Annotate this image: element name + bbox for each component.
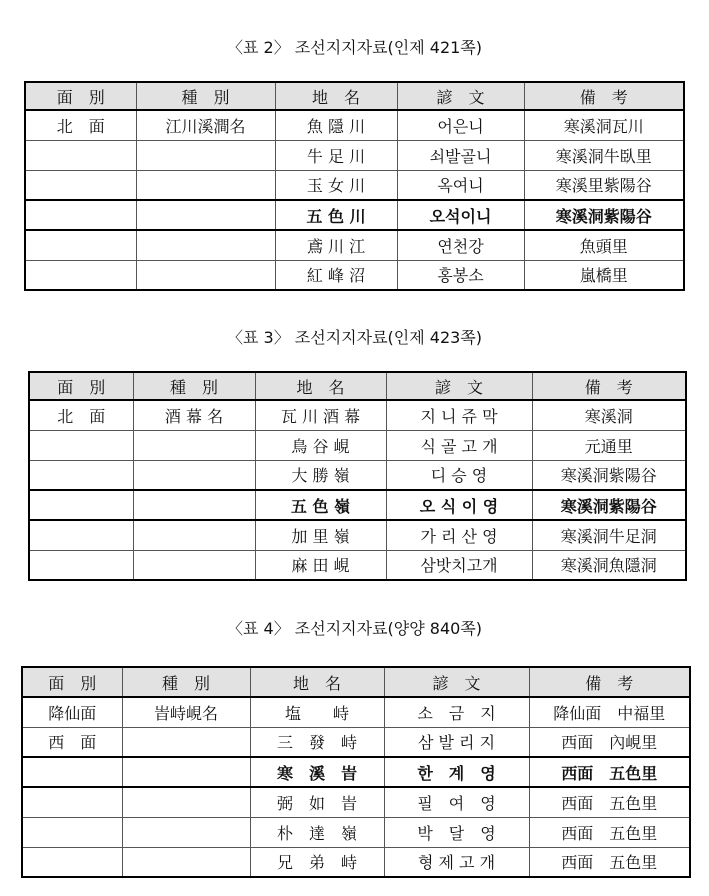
header-cell: 諺 文 (386, 372, 532, 400)
cell (136, 230, 275, 260)
cell: 三 發 峙 (250, 727, 384, 757)
cell: 西面 五色里 (529, 817, 690, 847)
cell: 寒溪里紫陽谷 (524, 170, 684, 200)
header-cell: 種 別 (122, 667, 250, 697)
table-row (25, 260, 684, 290)
header-cell: 備 考 (524, 82, 684, 110)
cell: 西面 五色里 (529, 757, 690, 787)
cell: 玉 女 川 (275, 170, 397, 200)
cell: 塩 峙 (250, 697, 384, 727)
cell: 紅 峰 沼 (275, 260, 397, 290)
cell: 朴 達 嶺 (250, 817, 384, 847)
table-row (25, 230, 684, 260)
cell: 寒溪洞紫陽谷 (532, 460, 686, 490)
cell: 鳥 谷 峴 (255, 430, 386, 460)
cell (133, 550, 255, 580)
cell (25, 230, 136, 260)
cell (22, 817, 122, 847)
header-cell: 諺 文 (384, 667, 529, 697)
cell: 어은니 (397, 110, 524, 140)
cell: 삼밧치고개 (386, 550, 532, 580)
table-4-caption: 〈표 4〉 조선지지자료(양양 840쪽) (226, 619, 483, 638)
cell (29, 490, 133, 520)
cell: 寒溪洞 (532, 400, 686, 430)
cell: 峕峙峴名 (122, 697, 250, 727)
cell: 西面 內峴里 (529, 727, 690, 757)
header-cell: 備 考 (529, 667, 690, 697)
cell: 大 勝 嶺 (255, 460, 386, 490)
table-row (29, 550, 686, 580)
cell: 北 面 (25, 110, 136, 140)
table-row-highlighted (29, 490, 686, 520)
cell: 牛 足 川 (275, 140, 397, 170)
cell: 쇠발골니 (397, 140, 524, 170)
cell: 降仙面 中福里 (529, 697, 690, 727)
table-header-row (29, 372, 686, 400)
cell: 한 계 영 (384, 757, 529, 787)
cell (22, 847, 122, 877)
cell (136, 260, 275, 290)
cell (22, 757, 122, 787)
table-row-highlighted (25, 200, 684, 230)
cell (22, 787, 122, 817)
cell: 魚 隱 川 (275, 110, 397, 140)
table-row (29, 460, 686, 490)
table-row (29, 400, 686, 430)
table-header-row (22, 667, 690, 697)
cell: 오 식 이 영 (386, 490, 532, 520)
table-2 (24, 81, 685, 291)
cell: 식 골 고 개 (386, 430, 532, 460)
table-row (29, 430, 686, 460)
cell (29, 460, 133, 490)
cell: 寒溪洞紫陽谷 (532, 490, 686, 520)
table-row (22, 787, 690, 817)
cell (136, 200, 275, 230)
cell (136, 140, 275, 170)
cell: 디 승 영 (386, 460, 532, 490)
cell: 鳶 川 江 (275, 230, 397, 260)
header-cell: 種 別 (136, 82, 275, 110)
table-row-highlighted (22, 757, 690, 787)
cell (122, 787, 250, 817)
cell: 박 달 영 (384, 817, 529, 847)
table-row (22, 697, 690, 727)
header-cell: 面 別 (22, 667, 122, 697)
cell (133, 490, 255, 520)
cell: 江川溪澗名 (136, 110, 275, 140)
cell (122, 727, 250, 757)
cell: 옥여니 (397, 170, 524, 200)
cell (29, 520, 133, 550)
cell: 北 面 (29, 400, 133, 430)
table-3 (28, 371, 687, 581)
cell (122, 757, 250, 787)
table-row (25, 110, 684, 140)
cell: 加 里 嶺 (255, 520, 386, 550)
cell: 弼 如 峕 (250, 787, 384, 817)
header-cell: 種 別 (133, 372, 255, 400)
cell: 가 리 산 영 (386, 520, 532, 550)
cell: 寒溪洞紫陽谷 (524, 200, 684, 230)
table-header-row (25, 82, 684, 110)
cell: 元通里 (532, 430, 686, 460)
cell: 형 제 고 개 (384, 847, 529, 877)
table-3-caption: 〈표 3〉 조선지지자료(인제 423쪽) (226, 328, 483, 347)
cell (122, 817, 250, 847)
cell: 寒溪洞牛臥里 (524, 140, 684, 170)
cell: 五 色 川 (275, 200, 397, 230)
table-row (25, 140, 684, 170)
header-cell: 諺 文 (397, 82, 524, 110)
cell: 오석이니 (397, 200, 524, 230)
header-cell: 面 別 (29, 372, 133, 400)
cell: 寒 溪 峕 (250, 757, 384, 787)
cell (136, 170, 275, 200)
header-cell: 地 名 (250, 667, 384, 697)
cell: 필 여 영 (384, 787, 529, 817)
cell (29, 550, 133, 580)
cell: 五 色 嶺 (255, 490, 386, 520)
header-cell: 地 名 (275, 82, 397, 110)
cell: 西面 五色里 (529, 787, 690, 817)
cell: 홍봉소 (397, 260, 524, 290)
cell: 魚頭里 (524, 230, 684, 260)
header-cell: 備 考 (532, 372, 686, 400)
cell: 寒溪洞瓦川 (524, 110, 684, 140)
cell (25, 200, 136, 230)
cell: 삼 발 리 지 (384, 727, 529, 757)
cell: 西 面 (22, 727, 122, 757)
table-row (22, 847, 690, 877)
table-4 (21, 666, 691, 878)
cell (133, 430, 255, 460)
cell: 麻 田 峴 (255, 550, 386, 580)
cell: 西面 五色里 (529, 847, 690, 877)
cell (122, 847, 250, 877)
cell (25, 260, 136, 290)
cell (29, 430, 133, 460)
table-row (22, 727, 690, 757)
table-row (22, 817, 690, 847)
header-cell: 面 別 (25, 82, 136, 110)
cell: 降仙面 (22, 697, 122, 727)
cell: 嵐橋里 (524, 260, 684, 290)
cell: 瓦 川 酒 幕 (255, 400, 386, 430)
cell (25, 140, 136, 170)
table-2-caption: 〈표 2〉 조선지지자료(인제 421쪽) (226, 38, 483, 57)
cell (133, 460, 255, 490)
cell: 酒 幕 名 (133, 400, 255, 430)
header-cell: 地 名 (255, 372, 386, 400)
cell: 寒溪洞魚隱洞 (532, 550, 686, 580)
cell: 연천강 (397, 230, 524, 260)
cell: 지 니 쥬 막 (386, 400, 532, 430)
cell (25, 170, 136, 200)
table-row (25, 170, 684, 200)
cell: 소 금 지 (384, 697, 529, 727)
cell: 兄 弟 峙 (250, 847, 384, 877)
cell (133, 520, 255, 550)
cell: 寒溪洞牛足洞 (532, 520, 686, 550)
table-row (29, 520, 686, 550)
